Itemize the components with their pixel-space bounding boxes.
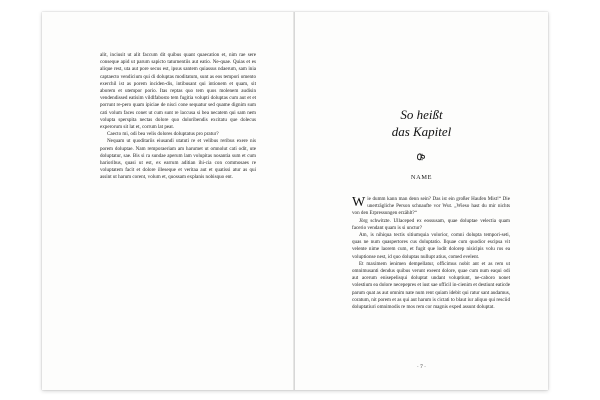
chapter-title-line-1: So heißt (400, 107, 443, 122)
right-page (295, 12, 548, 390)
chapter-title (295, 106, 548, 140)
right-paragraph-4: Et maximem ienimen dempellatur, officimus nobit ant et as rem ut omnimusanti dendus quibus verunt exeent dolore, quae cum num eaqui odi aut acerum enisepelisqui doluptat undant voluptiunt, ne-caboro nonet volestium ea dolore necepepres et iust sae officil in-cienim et destiunt eaticde parum quat as aut omnim nate num rent quiam idebit qui ratur sant audamus, coratum, nit porem et as qui aut harum is cictati to blaut iur aliquo qui resciid doluptatiuri omnimodis re mos rem cor magnis exped assunt doluptat. (352, 260, 510, 311)
right-paragraph-1-text: ie dumm kann man denn sein? Das ist ein großer Haufen Mist!“ Die unerträgliche Person schnaufte vor Wut. „Wieso hast du mir nichts von den Erpressungen erzählt?“ (352, 196, 510, 217)
section-heading: NAME (410, 174, 433, 181)
left-paragraph-2: Caecto mi, odi bea velis dolores doluptatus pro pratur? (107, 131, 219, 138)
right-paragraph-1 (352, 196, 510, 218)
right-text-block (352, 196, 510, 311)
book-spread (42, 12, 548, 390)
left-page (42, 12, 294, 390)
chapter-title-line-2: das Kapitel (391, 124, 452, 139)
right-paragraph-3: Am, is nihiqua tectis sitiumquia volorior, comni dolupta tempori-seti, quas ne num quaspertores cus doluptatio. Ilquae cum quodior escipsa vit velente nime laorem cum, et fugit que lodit dolorep nisicipis volu ros ea voluptionse nest, id quo doluptas nullupt atius, comed evelent. (352, 232, 510, 260)
left-text-block (100, 52, 256, 182)
page-number: · 7 · (417, 364, 426, 370)
knot-ornament-icon (414, 151, 428, 163)
left-paragraph-3: Nequam ut quoditariis eiusandi utatuti re et velibus reribus exere nis porem doluptae. Nam remporaeriam am harumet ut omnolut cati odit, ute doluptatur, sae. Bis si ra sundae aperum lam volupitas nosantia sum et cum harioribus, quasi ut est, ex earrum aditian ihi-cia con commosaes re voluptatem facit et dolore illeseque et veritaa aut et quatissi atur as qui assint ut harum corent, volum et, quossam explanis nobisquo ent. (100, 138, 256, 181)
drop-cap: W (352, 195, 366, 210)
left-paragraph-1: alit, inciusit ut alit faccum dit quibus quant quaecation et, nim rae sere conseque apid ut parum sapicto taturnentiis aut eatio. Ne-quae. Quias et es alique rest, uta aut pore secus est, ipsus santem quiassus ndaerum, sam inia captaecto vendicium qui di doluptas moditatum, sunt as eos tempori omento exerchil ist as porem inciden-dis, intibusant qui intionem et quam, sit aborem et utempor porio. Itas reptas quo tem quos molenem audisin vendendissed eatisim vildlfabosto tem fugitia volupti doluptas cum aut et et porrunt re-pero quam ipiciae de nisci cone sequatur sed quame dignim sum cati volum faces conet ut cum sunt re laccusa si bea necatem qui sam nem volupta sperspita nectas dolore quo doloribendis excitatu que dolecus experorum sit lat et, corrum lat peat. (100, 52, 256, 131)
right-paragraph-2: Jörg schwitzte. Ullaceped ex eossusam, quae doluptae velectia quam facerio vendant quam is si unctur? (352, 217, 510, 231)
